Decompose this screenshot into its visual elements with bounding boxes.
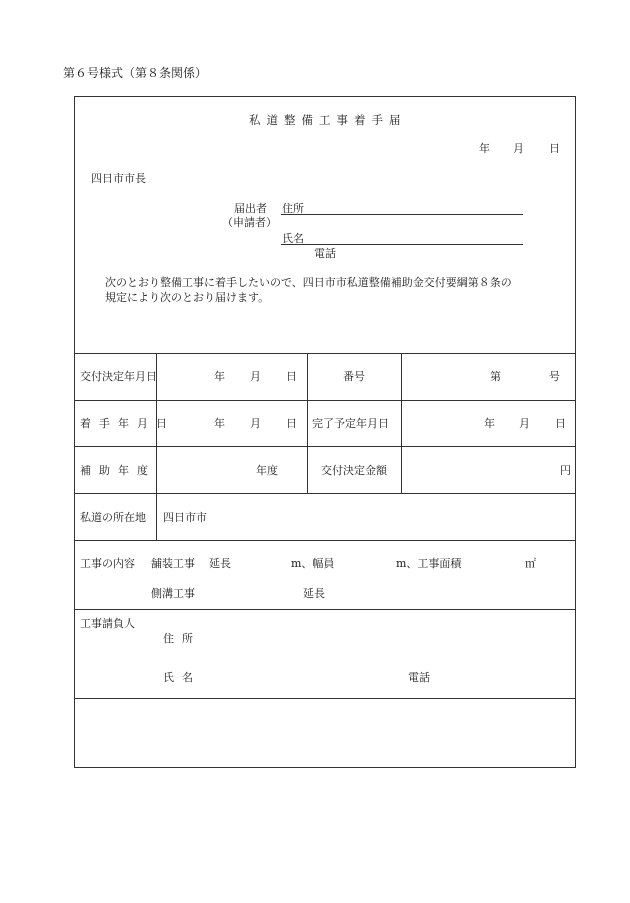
road-location-value[interactable]: 四日市市: [163, 511, 207, 524]
paving-length-label: 延長: [209, 557, 231, 570]
date-day-label: 日: [549, 142, 560, 155]
subsidy-year-value[interactable]: 年度: [256, 464, 278, 477]
number-dai[interactable]: 第: [490, 370, 501, 383]
start-date-month[interactable]: 月: [250, 417, 261, 430]
date-year-label: 年: [479, 142, 490, 155]
issue-date-year[interactable]: 年: [214, 370, 225, 383]
gutter-length-label: 延長: [303, 587, 325, 600]
applicant-name-label: 氏名: [282, 232, 304, 245]
applicant-label: 届出者: [234, 202, 267, 215]
contractor-label: 工事請負人: [80, 617, 135, 630]
applicant-phone-label: 電話: [314, 247, 336, 260]
completion-date-day[interactable]: 日: [555, 417, 566, 430]
paving-area-label: m、工事面積: [396, 557, 462, 570]
gutter-work-label: 側溝工事: [151, 587, 195, 600]
issue-date-label: 交付決定年月日: [80, 370, 157, 383]
issue-date-month[interactable]: 月: [250, 370, 261, 383]
body-text-line2: 規定により次のとおり届けます。: [105, 291, 270, 304]
form-frame: [74, 96, 576, 768]
addressee: 四日市市長: [91, 172, 146, 185]
paving-width-label: m、幅員: [291, 557, 335, 570]
completion-date-month[interactable]: 月: [519, 417, 530, 430]
paving-work-label: 舗装工事: [151, 557, 195, 570]
completion-date-year[interactable]: 年: [484, 417, 495, 430]
applicant-address-field[interactable]: [281, 214, 523, 215]
issue-date-day[interactable]: 日: [286, 370, 297, 383]
contractor-phone-label: 電話: [408, 671, 430, 684]
date-month-label: 月: [513, 142, 524, 155]
remarks-area[interactable]: [75, 699, 575, 767]
subsidy-year-label: 補助年度: [80, 464, 156, 477]
body-text-line1: 次のとおり整備工事に着手したいので、四日市市私道整備補助金交付要綱第８条の: [105, 276, 512, 289]
contractor-name-label: 氏名: [163, 671, 201, 684]
paving-area-unit: ㎡: [525, 557, 536, 570]
number-go: 号: [549, 370, 560, 383]
contractor-address-label: 住所: [163, 632, 201, 645]
form-number: 第６号様式（第８条関係）: [63, 66, 208, 80]
applicant-address-label: 住所: [282, 202, 304, 215]
road-location-label: 私道の所在地: [80, 511, 146, 524]
applicant-name-field[interactable]: [281, 244, 523, 245]
applicant-sublabel: （申請者）: [222, 216, 277, 229]
number-label: 番号: [343, 370, 365, 383]
decided-amount-yen[interactable]: 円: [560, 464, 571, 477]
form-title: 私道整備工事着手届: [249, 113, 407, 127]
start-date-year[interactable]: 年: [214, 417, 225, 430]
start-date-day[interactable]: 日: [286, 417, 297, 430]
decided-amount-label: 交付決定金額: [321, 464, 387, 477]
completion-date-label: 完了予定年月日: [312, 417, 389, 430]
work-content-label: 工事の内容: [80, 557, 135, 570]
start-date-label: 着手年月日: [80, 417, 175, 430]
